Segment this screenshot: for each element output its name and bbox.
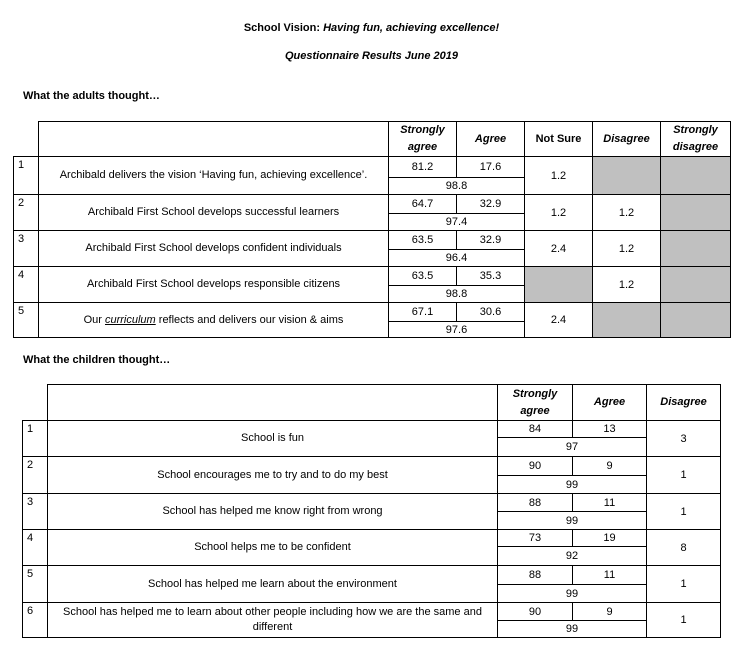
not-sure-value	[525, 267, 593, 303]
children-row-4	[23, 530, 721, 547]
agree-total-value: 96.4	[389, 250, 525, 267]
row-statement: School has helped me know right from wrong	[48, 494, 498, 530]
strongly-disagree-value	[661, 231, 731, 267]
adults-row-2	[14, 195, 731, 214]
agree-value: 32.9	[457, 195, 525, 214]
strongly-disagree-value	[661, 157, 731, 195]
strongly-agree-value: 88	[498, 566, 573, 585]
agree-value: 11	[573, 566, 647, 585]
strongly-disagree-value	[661, 303, 731, 338]
agree-total-value: 97.6	[389, 322, 525, 338]
agree-value: 13	[573, 421, 647, 438]
agree-total-value: 99	[498, 621, 647, 638]
adults-row-4	[14, 267, 731, 286]
row-statement	[39, 303, 389, 338]
row-statement: Archibald First School develops responsible citizens	[39, 267, 389, 303]
agree-value: 32.9	[457, 231, 525, 250]
strongly-agree-value: 90	[498, 457, 573, 476]
agree-total-value: 97.4	[389, 214, 525, 231]
adults-section-title: What the adults thought…	[23, 90, 160, 102]
children-header-row	[23, 385, 721, 421]
not-sure-value: 2.4	[525, 303, 593, 338]
row-number: 2	[14, 195, 39, 231]
row-number: 1	[14, 157, 39, 195]
row-statement: Archibald First School develops successful learners	[39, 195, 389, 231]
not-sure-value: 2.4	[525, 231, 593, 267]
adults-row-1	[14, 157, 731, 178]
agree-value: 17.6	[457, 157, 525, 178]
row-statement: School is fun	[48, 421, 498, 457]
adults-header-disagree: Disagree	[593, 122, 661, 157]
strongly-disagree-value	[661, 195, 731, 231]
strongly-agree-value: 64.7	[389, 195, 457, 214]
agree-value: 9	[573, 603, 647, 621]
disagree-value: 1	[647, 494, 721, 530]
agree-total-value: 92	[498, 547, 647, 566]
adults-header-agree: Agree	[457, 122, 525, 157]
strongly-disagree-value	[661, 267, 731, 303]
not-sure-value: 1.2	[525, 157, 593, 195]
disagree-value: 1.2	[593, 195, 661, 231]
children-header-blank	[23, 385, 48, 421]
children-section-title: What the children thought…	[23, 354, 171, 366]
disagree-value: 8	[647, 530, 721, 566]
row-number: 5	[14, 303, 39, 338]
row-statement: Archibald First School develops confident individuals	[39, 231, 389, 267]
adults-row-5	[14, 303, 731, 322]
adults-header-statement	[39, 122, 389, 157]
children-header-agree: Agree	[573, 385, 647, 421]
disagree-value: 1	[647, 457, 721, 494]
statement-after: reflects and delivers our vision & aims	[155, 313, 344, 326]
strongly-agree-value: 90	[498, 603, 573, 621]
row-number: 4	[14, 267, 39, 303]
row-number: 3	[14, 231, 39, 267]
children-table	[22, 384, 721, 638]
disagree-value: 3	[647, 421, 721, 457]
adults-row-3	[14, 231, 731, 250]
disagree-value	[593, 303, 661, 338]
children-header-disagree: Disagree	[647, 385, 721, 421]
adults-header-row	[14, 122, 731, 157]
agree-value: 19	[573, 530, 647, 547]
adults-table	[13, 121, 731, 338]
statement-before: Our	[83, 313, 105, 326]
row-number: 5	[23, 566, 48, 603]
children-row-1	[23, 421, 721, 438]
not-sure-value: 1.2	[525, 195, 593, 231]
agree-value: 30.6	[457, 303, 525, 322]
agree-total-value: 99	[498, 512, 647, 530]
adults-header-blank	[14, 122, 39, 157]
agree-total-value: 98.8	[389, 286, 525, 303]
disagree-value: 1	[647, 603, 721, 638]
row-statement: School helps me to be confident	[48, 530, 498, 566]
strongly-agree-value: 63.5	[389, 231, 457, 250]
strongly-agree-value: 73	[498, 530, 573, 547]
row-number: 4	[23, 530, 48, 566]
agree-total-value: 99	[498, 585, 647, 603]
agree-total-value: 97	[498, 438, 647, 457]
disagree-value	[593, 157, 661, 195]
children-row-5	[23, 566, 721, 585]
row-number: 6	[23, 603, 48, 638]
children-header-statement	[48, 385, 498, 421]
curriculum-link[interactable]: curriculum	[104, 313, 156, 326]
disagree-value: 1	[647, 566, 721, 603]
agree-total-value: 99	[498, 476, 647, 494]
disagree-value: 1.2	[593, 267, 661, 303]
strongly-agree-value: 67.1	[389, 303, 457, 322]
children-row-6	[23, 603, 721, 621]
agree-value: 9	[573, 457, 647, 476]
row-statement: School has helped me learn about the environment	[48, 566, 498, 603]
subtitle-text: Questionnaire Results June 2019	[284, 50, 458, 62]
row-number: 2	[23, 457, 48, 494]
children-row-3	[23, 494, 721, 512]
strongly-agree-value: 84	[498, 421, 573, 438]
row-statement: School encourages me to try and to do my best	[48, 457, 498, 494]
row-statement: School has helped me to learn about other people including how we are the same and different	[48, 603, 498, 638]
row-statement: Archibald delivers the vision ‘Having fun, achieving excellence’.	[39, 157, 389, 195]
children-row-2	[23, 457, 721, 476]
vision-heading	[0, 22, 743, 34]
agree-value: 35.3	[457, 267, 525, 286]
children-header-strongly-agree: Strongly agree	[498, 385, 573, 421]
adults-header-not-sure: Not Sure	[525, 122, 593, 157]
adults-header-strongly-agree: Strongly agree	[389, 122, 457, 157]
row-number: 1	[23, 421, 48, 457]
adults-header-strongly-disagree: Strongly disagree	[661, 122, 731, 157]
vision-text: Having fun, achieving excellence!	[323, 22, 500, 34]
agree-total-value: 98.8	[389, 178, 525, 195]
vision-label: School Vision:	[243, 22, 321, 34]
agree-value: 11	[573, 494, 647, 512]
row-number: 3	[23, 494, 48, 530]
strongly-agree-value: 88	[498, 494, 573, 512]
disagree-value: 1.2	[593, 231, 661, 267]
page-subtitle	[0, 50, 743, 62]
strongly-agree-value: 81.2	[389, 157, 457, 178]
strongly-agree-value: 63.5	[389, 267, 457, 286]
